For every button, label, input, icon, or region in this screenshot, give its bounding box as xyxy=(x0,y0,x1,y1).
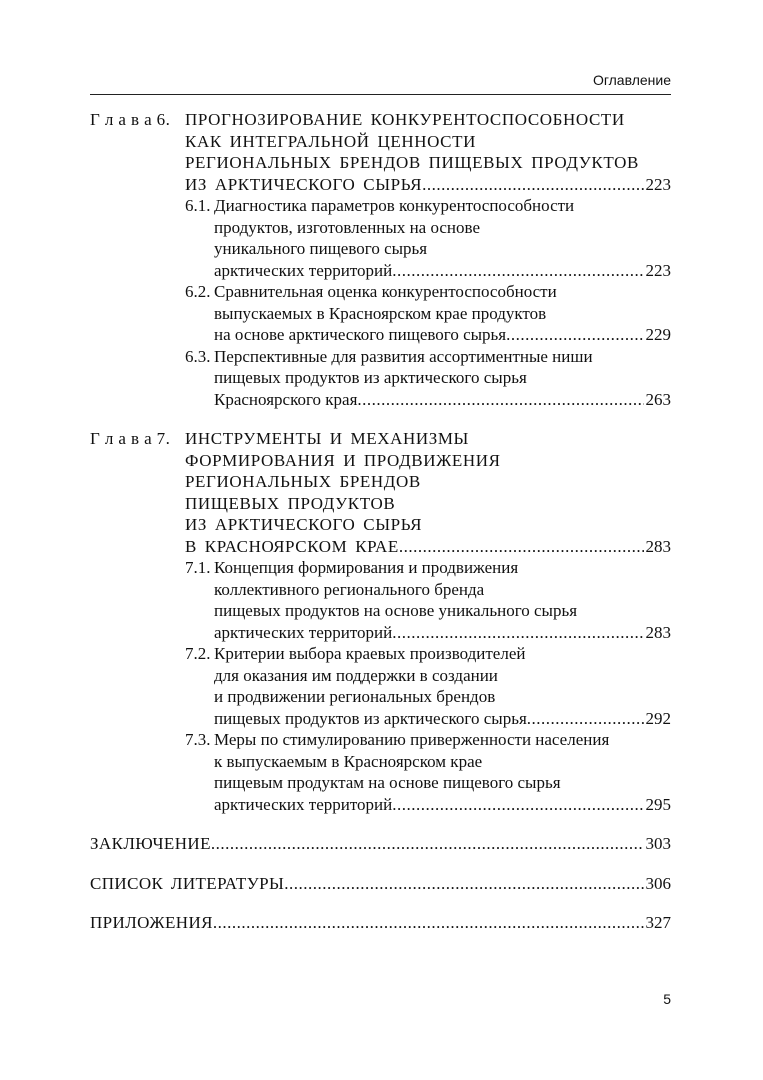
toc-leader xyxy=(90,873,671,895)
section-number: 7.2. xyxy=(185,644,211,663)
toc-leader xyxy=(185,536,671,558)
toc-leader xyxy=(90,912,671,934)
section-title-line: Меры по стимулированию приверженности населения xyxy=(214,730,610,749)
chapter-title-line: РЕГИОНАЛЬНЫХ БРЕНДОВ ПИЩЕВЫХ ПРОДУКТОВ xyxy=(185,153,639,172)
page-number: 283 xyxy=(645,622,671,642)
section-title-line: Красноярского края xyxy=(214,389,358,409)
toc-chapter-7[interactable] xyxy=(90,428,671,557)
toc-references[interactable] xyxy=(90,873,671,895)
page-number: 229 xyxy=(645,325,671,344)
page-number: 292 xyxy=(645,708,671,728)
chapter-label: Г л а в а 7. xyxy=(90,429,171,448)
section-title-line: и продвижении региональных брендов xyxy=(214,687,496,706)
chapter-title-line: ИНСТРУМЕНТЫ И МЕХАНИЗМЫ xyxy=(185,429,469,448)
page-number: 303 xyxy=(645,834,671,853)
toc-section-6-1[interactable] xyxy=(90,195,671,281)
toc-conclusion[interactable] xyxy=(90,833,671,855)
section-title-line: коллективного регионального бренда xyxy=(214,579,485,599)
toc-leader xyxy=(214,622,671,644)
section-title-line: пищевых продуктов на основе уникального сырья xyxy=(214,601,578,620)
chapter-title-line: ФОРМИРОВАНИЯ И ПРОДВИЖЕНИЯ xyxy=(185,450,501,470)
chapter-title-line: ИЗ АРКТИЧЕСКОГО СЫРЬЯ xyxy=(185,515,423,534)
running-header xyxy=(90,72,671,95)
chapter-title-line: ИЗ АРКТИЧЕСКОГО СЫРЬЯ xyxy=(185,174,423,194)
leader-dots xyxy=(357,389,643,411)
section-number: 6.3. xyxy=(185,346,211,366)
toc-leader xyxy=(214,324,671,346)
leader-dots xyxy=(392,794,643,816)
header-title: Оглавление xyxy=(592,72,671,88)
section-title-line: пищевых продуктов из арктического сырья xyxy=(214,708,527,728)
toc-appendices[interactable] xyxy=(90,912,671,934)
section-number: 7.1. xyxy=(185,558,211,577)
page-number: 327 xyxy=(645,913,671,932)
section-title-line: для оказания им поддержки в создании xyxy=(214,665,498,685)
chapter-title-line: В КРАСНОЯРСКОМ КРАЕ xyxy=(185,536,399,556)
section-title-line: Сравнительная оценка конкурентоспособности xyxy=(214,282,557,301)
toc-chapter-6[interactable] xyxy=(90,109,671,195)
leader-dots xyxy=(527,708,644,730)
section-title-line: арктических территорий xyxy=(214,794,393,814)
toc-leader xyxy=(214,389,671,411)
page-number: 263 xyxy=(645,389,671,409)
section-title-line: продуктов, изготовленных на основе xyxy=(214,217,480,237)
toc-leader xyxy=(214,708,671,730)
section-title-line: к выпускаемым в Красноярском крае xyxy=(214,751,483,771)
page-number: 306 xyxy=(645,873,671,893)
section-title-line: арктических территорий xyxy=(214,260,393,280)
references-title: СПИСОК ЛИТЕРАТУРЫ xyxy=(90,873,285,893)
toc-section-7-1[interactable] xyxy=(90,557,671,643)
chapter-label: Г л а в а 6. xyxy=(90,110,171,129)
section-title-line: на основе арктического пищевого сырья xyxy=(214,325,507,344)
toc-section-6-2[interactable] xyxy=(90,281,671,346)
leader-dots xyxy=(213,912,644,934)
leader-dots xyxy=(399,536,644,558)
section-title-line: Критерии выбора краевых производителей xyxy=(214,644,526,663)
section-title-line: пищевым продуктам на основе пищевого сырья xyxy=(214,773,561,792)
section-title-line: пищевых продуктов из арктического сырья xyxy=(214,368,527,387)
toc-leader xyxy=(214,260,671,282)
section-title-line: Перспективные для развития ассортиментные ниши xyxy=(214,346,593,366)
section-number: 6.2. xyxy=(185,282,211,301)
chapter-title-line: ПИЩЕВЫХ ПРОДУКТОВ xyxy=(185,493,396,513)
page-number: 223 xyxy=(645,260,671,280)
toc-leader xyxy=(185,174,671,196)
toc-section-7-3[interactable] xyxy=(90,729,671,815)
page-number: 283 xyxy=(645,536,671,556)
section-number: 7.3. xyxy=(185,730,211,749)
leader-dots xyxy=(392,622,643,644)
toc-leader xyxy=(90,833,671,855)
leader-dots xyxy=(284,873,643,895)
leader-dots xyxy=(211,833,644,855)
footer-page-number: 5 xyxy=(663,991,671,1007)
page-number: 295 xyxy=(645,794,671,814)
leader-dots xyxy=(506,324,643,346)
section-title-line: Концепция формирования и продвижения xyxy=(214,558,519,577)
conclusion-title: ЗАКЛЮЧЕНИЕ xyxy=(90,834,211,853)
chapter-title-line: КАК ИНТЕГРАЛЬНОЙ ЦЕННОСТИ xyxy=(185,131,476,151)
leader-dots xyxy=(422,174,643,196)
appendices-title: ПРИЛОЖЕНИЯ xyxy=(90,913,213,932)
section-title-line: уникального пищевого сырья xyxy=(214,239,428,258)
toc-section-6-3[interactable] xyxy=(90,346,671,411)
page-number: 223 xyxy=(645,174,671,194)
toc-leader xyxy=(214,794,671,816)
section-title-line: Диагностика параметров конкурентоспособности xyxy=(214,196,575,215)
section-number: 6.1. xyxy=(185,196,211,215)
toc-section-7-2[interactable] xyxy=(90,643,671,729)
leader-dots xyxy=(392,260,643,282)
chapter-title-line: ПРОГНОЗИРОВАНИЕ КОНКУРЕНТОСПОСОБНОСТИ xyxy=(185,110,625,129)
table-of-contents xyxy=(90,109,671,934)
chapter-title-line: РЕГИОНАЛЬНЫХ БРЕНДОВ xyxy=(185,472,421,491)
section-title-line: арктических территорий xyxy=(214,622,393,642)
section-title-line: выпускаемых в Красноярском крае продуктов xyxy=(214,303,547,323)
